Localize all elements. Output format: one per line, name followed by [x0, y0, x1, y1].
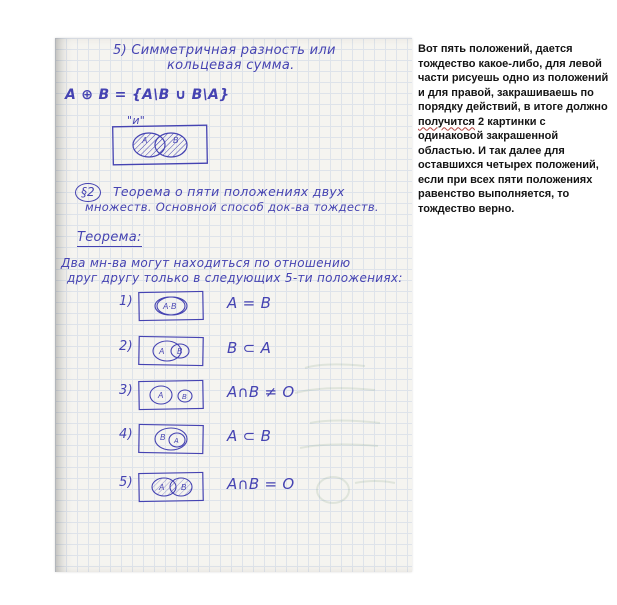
position-4-label-b: B: [160, 433, 166, 442]
position-5-diagram: [137, 469, 207, 505]
venn-label-b: B: [173, 136, 179, 145]
notebook-page: [55, 38, 412, 572]
position-5-label-a: A: [159, 483, 165, 492]
section-title-line1: 5) Симметричная разность или: [113, 43, 336, 58]
position-1-inner-label: A·B: [163, 302, 177, 311]
theorem-statement-line1: Два мн-ва могут находиться по отношению: [61, 256, 351, 270]
note-spellcheck-word: получится: [418, 115, 475, 128]
position-5-formula: A∩B = O: [227, 475, 295, 493]
theorem-heading-line1: Теорема о пяти положениях двух: [113, 184, 345, 199]
position-row-3: [55, 377, 412, 417]
theorem-heading-line2: множеств. Основной способ док-ва тождеств.: [85, 200, 379, 214]
position-5-label-b: B: [181, 483, 187, 492]
union-quote-label: "и": [127, 114, 146, 127]
note-text: [418, 42, 612, 216]
theorem-label: Теорема:: [77, 230, 142, 245]
position-1-number: 1): [119, 294, 133, 309]
position-4-number: 4): [119, 427, 133, 442]
position-3-formula: A∩B ≠ O: [227, 383, 295, 401]
position-4-label-a: A: [174, 438, 179, 445]
position-row-1: [55, 288, 412, 328]
position-3-label-b: B: [182, 394, 187, 401]
position-2-diagram: [137, 333, 207, 369]
position-row-5: [55, 469, 412, 509]
position-1-diagram: [137, 288, 207, 324]
position-row-2: [55, 333, 412, 373]
symmetric-difference-formula: A ⊕ B = {A\B ∪ B\A}: [65, 87, 230, 103]
section-number-badge: §2: [75, 183, 101, 202]
position-1-formula: A = B: [227, 294, 272, 312]
symmetric-difference-venn-diagram: [111, 122, 211, 168]
position-2-label-a: A: [159, 347, 165, 356]
position-5-number: 5): [119, 475, 133, 490]
note-text-part1: Вот пять положений, дается тождество какое-либо, для левой части рисуешь одно из положений и для правой, закрашиваешь по порядку действий, в итоге должно: [418, 43, 609, 114]
position-2-number: 2): [119, 339, 133, 354]
position-3-number: 3): [119, 383, 133, 398]
position-2-formula: B ⊂ A: [227, 339, 272, 357]
position-3-diagram: [137, 377, 207, 413]
venn-label-a: A: [142, 136, 148, 145]
position-2-label-b: B: [177, 347, 183, 356]
theorem-statement-line2: друг другу только в следующих 5-ти положениях:: [67, 271, 403, 285]
position-3-label-a: A: [158, 391, 164, 400]
note-text-part2: 2 картинки с одинаковой закрашенной областью. И так далее для оставшихся четырех положений, если при всех пяти положениях равенство выполняется, то тождество верно.: [418, 115, 599, 215]
position-4-formula: A ⊂ B: [227, 427, 272, 445]
section-title-line2: кольцевая сумма.: [167, 58, 295, 73]
position-4-diagram: [137, 421, 207, 457]
position-row-4: [55, 421, 412, 461]
